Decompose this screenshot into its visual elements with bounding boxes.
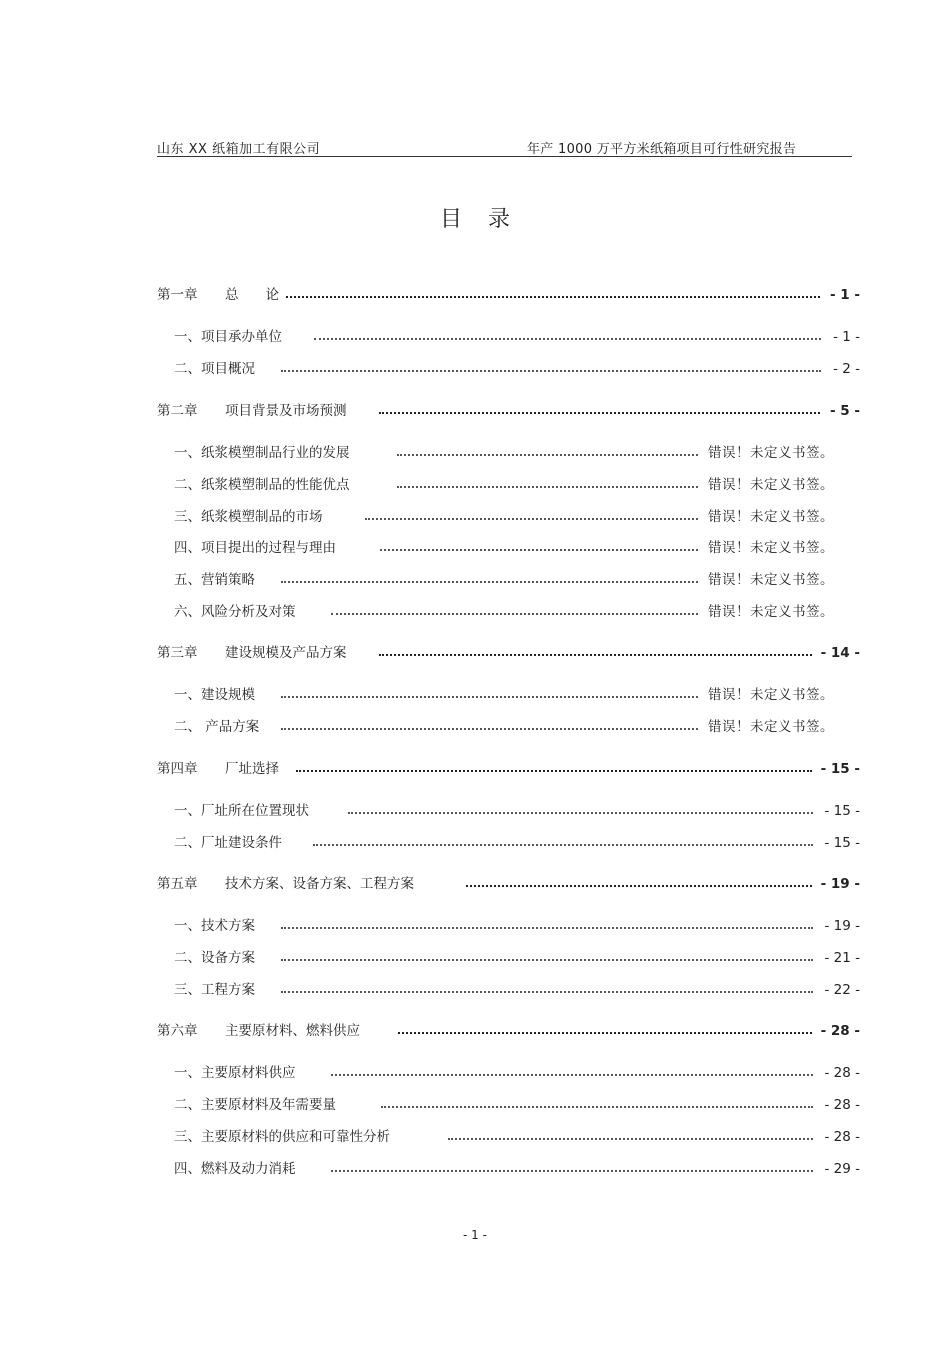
toc-entry-label: 二、设备方案 — [174, 950, 255, 966]
dot-leader — [331, 613, 698, 615]
toc-entry-label: 六、风险分析及对策 — [174, 604, 296, 620]
dot-leader — [398, 1032, 812, 1034]
dot-leader — [379, 412, 820, 414]
toc-entry-label — [157, 285, 279, 305]
chapter-title: 厂址选择 — [225, 761, 279, 777]
chapter-number: 第二章 — [157, 403, 198, 419]
toc-page-number: - 28 - — [820, 1023, 860, 1039]
dot-leader — [281, 370, 821, 372]
toc-entry-label — [157, 874, 414, 894]
dot-leader — [281, 991, 813, 993]
toc-section-row[interactable] — [174, 717, 860, 737]
bookmark-error-text: 错误！未定义书签。 — [708, 687, 834, 703]
toc-entry-label: 四、燃料及动力消耗 — [174, 1161, 296, 1177]
toc-entry-label: 三、主要原材料的供应和可靠性分析 — [174, 1129, 390, 1145]
toc-entry-label: 二、厂址建设条件 — [174, 835, 282, 851]
toc-entry-label: 二、主要原材料及年需要量 — [174, 1097, 336, 1113]
chapter-title: 项目背景及市场预测 — [225, 403, 347, 419]
toc-page-number: - 28 - — [824, 1129, 860, 1145]
dot-leader — [281, 696, 698, 698]
toc-page-number: - 28 - — [824, 1097, 860, 1113]
toc-entry-label: 一、项目承办单位 — [174, 329, 282, 345]
toc-entry-label — [157, 643, 347, 663]
chapter-title: 主要原材料、燃料供应 — [225, 1023, 360, 1039]
toc-section-row[interactable] — [174, 443, 860, 463]
toc-page-number: - 15 - — [820, 761, 860, 777]
toc-title: 目录 — [439, 207, 536, 232]
toc-entry-label: 二、项目概况 — [174, 361, 255, 377]
toc-entry-label: 五、营销策略 — [174, 572, 255, 588]
dot-leader — [331, 1170, 813, 1172]
chapter-number: 第一章 — [157, 287, 198, 303]
dot-leader — [380, 549, 698, 551]
toc-entry-label: 三、纸浆模塑制品的市场 — [174, 509, 323, 525]
toc-section-row[interactable] — [174, 1127, 860, 1147]
toc-entry-label: 一、建设规模 — [174, 687, 255, 703]
toc-section-row[interactable] — [174, 980, 860, 1000]
dot-leader — [448, 1138, 813, 1140]
bookmark-error-text: 错误！未定义书签。 — [708, 540, 834, 556]
toc-entry-label: 一、技术方案 — [174, 918, 255, 934]
toc-entry-label: 四、项目提出的过程与理由 — [174, 540, 336, 556]
toc-page-number: - 19 - — [824, 918, 860, 934]
bookmark-error-text: 错误！未定义书签。 — [708, 719, 834, 735]
toc-entry-label: 二、纸浆模塑制品的性能优点 — [174, 477, 350, 493]
dot-leader — [281, 581, 698, 583]
dot-leader — [348, 812, 813, 814]
toc-section-row[interactable] — [174, 801, 860, 821]
toc-section-row[interactable] — [174, 359, 860, 379]
bookmark-error-text: 错误！未定义书签。 — [708, 604, 834, 620]
toc-entry-label: 二、 产品方案 — [174, 719, 260, 735]
toc-page-number: - 1 - — [833, 329, 860, 345]
dot-leader — [365, 518, 698, 520]
header-report-title: 年产 1000 万平方米纸箱项目可行性研究报告 — [527, 142, 797, 157]
toc-section-row[interactable] — [174, 833, 860, 853]
dot-leader — [379, 654, 812, 656]
dot-leader — [331, 1074, 813, 1076]
chapter-number: 第五章 — [157, 876, 198, 892]
toc-page-number: - 15 - — [824, 835, 860, 851]
toc-entry-label — [157, 401, 347, 421]
toc-page-number: - 22 - — [824, 982, 860, 998]
toc-chapter-row[interactable] — [157, 643, 860, 663]
toc-page-number: - 2 - — [833, 361, 860, 377]
toc-section-row[interactable] — [174, 327, 860, 347]
toc-section-row[interactable] — [174, 1063, 860, 1083]
dot-leader — [281, 728, 698, 730]
dot-leader — [296, 770, 812, 772]
toc-page-number: - 19 - — [820, 876, 860, 892]
dot-leader — [381, 1106, 813, 1108]
chapter-title: 建设规模及产品方案 — [225, 645, 347, 661]
chapter-number: 第六章 — [157, 1023, 198, 1039]
page-number: - 1 - — [463, 1228, 487, 1242]
toc-section-row[interactable] — [174, 570, 860, 590]
chapter-title: 总 论 — [225, 287, 279, 303]
toc-chapter-row[interactable] — [157, 401, 860, 421]
toc-entry-label — [157, 759, 279, 779]
chapter-number: 第三章 — [157, 645, 198, 661]
dot-leader — [281, 959, 813, 961]
toc-page-number: - 5 - — [830, 403, 860, 419]
toc-section-row[interactable] — [174, 507, 860, 527]
header-company: 山东 XX 纸箱加工有限公司 — [157, 142, 321, 157]
dot-leader — [314, 338, 821, 340]
toc-section-row[interactable] — [174, 602, 860, 622]
toc-page-number: - 1 - — [830, 287, 860, 303]
toc-entry-label: 一、主要原材料供应 — [174, 1065, 296, 1081]
toc-section-row[interactable] — [174, 948, 860, 968]
toc-entry-label — [157, 1021, 360, 1041]
dot-leader — [313, 844, 813, 846]
dot-leader — [397, 454, 698, 456]
bookmark-error-text: 错误！未定义书签。 — [708, 509, 834, 525]
bookmark-error-text: 错误！未定义书签。 — [708, 572, 834, 588]
toc-section-row[interactable] — [174, 1095, 860, 1115]
toc-chapter-row[interactable] — [157, 285, 860, 305]
dot-leader — [466, 885, 812, 887]
bookmark-error-text: 错误！未定义书签。 — [708, 445, 834, 461]
dot-leader — [286, 296, 820, 298]
toc-entry-label: 一、纸浆模塑制品行业的发展 — [174, 445, 350, 461]
chapter-title: 技术方案、设备方案、工程方案 — [225, 876, 414, 892]
toc-chapter-row[interactable] — [157, 759, 860, 779]
toc-page-number: - 29 - — [824, 1161, 860, 1177]
toc-entry-label: 三、工程方案 — [174, 982, 255, 998]
bookmark-error-text: 错误！未定义书签。 — [708, 477, 834, 493]
dot-leader — [397, 486, 698, 488]
toc-section-row[interactable] — [174, 685, 860, 705]
toc-page-number: - 28 - — [824, 1065, 860, 1081]
toc-page-number: - 21 - — [824, 950, 860, 966]
dot-leader — [281, 927, 813, 929]
toc-entry-label: 一、厂址所在位置现状 — [174, 803, 309, 819]
toc-page-number: - 14 - — [820, 645, 860, 661]
toc-section-row[interactable] — [174, 475, 860, 495]
toc-section-row[interactable] — [174, 538, 860, 558]
toc-page-number: - 15 - — [824, 803, 860, 819]
chapter-number: 第四章 — [157, 761, 198, 777]
toc-chapter-row[interactable] — [157, 1021, 860, 1041]
toc-section-row[interactable] — [174, 1159, 860, 1179]
toc-chapter-row[interactable] — [157, 874, 860, 894]
toc-section-row[interactable] — [174, 916, 860, 936]
